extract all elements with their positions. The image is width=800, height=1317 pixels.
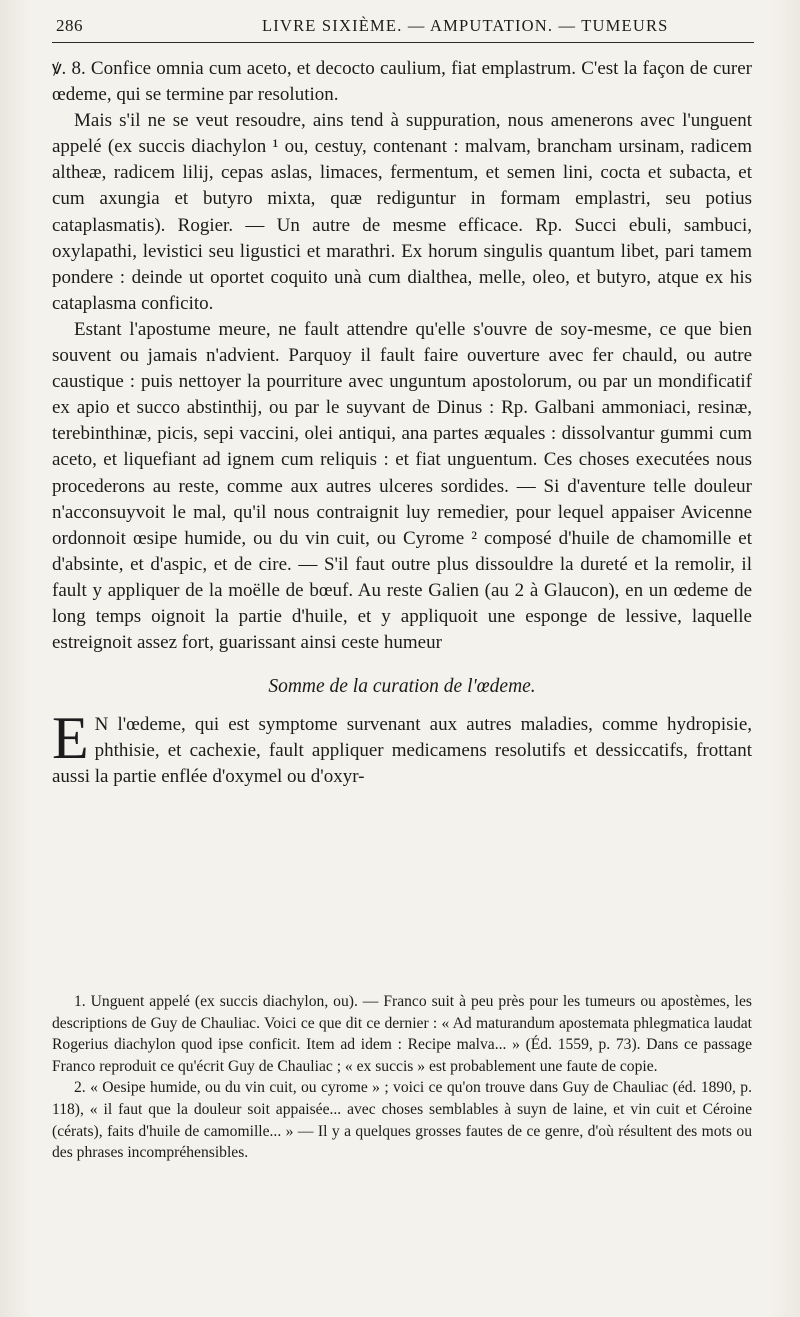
paragraph-4 (52, 705, 752, 790)
body-text (52, 56, 752, 791)
running-head: LIVRE SIXIÈME. — AMPUTATION. — TUMEURS (262, 16, 669, 35)
header-rule (52, 42, 754, 43)
paragraph-3: Estant l'apostume meure, ne fault attendre qu'elle s'ouvre de soy-mesme, ce que bien souvent ou jamais n'advient. Parquoy il fault faire ouverture avec fer chauld, ou autre caustique : puis nettoyer la pourriture avec unguntum apostolorum, ou par un mondificatif ex apio et succo abstinthij, ou par le suyvant de Dinus : Rp. Galbani ammoniaci, resinæ, terebinthinæ, picis, sepi vaccini, olei antiqui, ana partes æquales : dissolvantur gummi cum aceto, et liquefiant ad ignem cum reliquis : et fiat unguentum. Ces choses executées nous procederons au reste, comme aux autres ulceres sordides. — Si d'aventure telle douleur n'acconsuyvoit le mal, qu'il nous contraignit luy remedier, pour lequel appaiser Avicenne ordonnoit œsipe humide, ou du vin cuit, ou Cyrome ² composé d'huile de chamomille et d'absinte, et d'aspic, et de cire. — S'il faut outre plus dissouldre la dureté et la remolir, il fault y appliquer de la moëlle de bœuf. Au reste Galien (au 2 à Glaucon), en un œdeme de long temps oignoit la partie d'huile, et y appliquoit une esponge de lessive, laquelle estreignoit assez fort, guarissant ainsi ceste humeur (52, 318, 752, 654)
footnotes (52, 991, 752, 1164)
footnote-1: 1. Unguent appelé (ex succis diachylon, ou). — Franco suit à peu près pour les tumeurs ou apostèmes, les descriptions de Guy de Chauliac. Voici ce que dit ce dernier : « Ad maturandum apostemata phlegmatica laudat Rogerius diachylon quod ipse conficit. Item ad idem : Recipe malva... » (Éd. 1559, p. 73). Dans ce passage Franco reproduit ce qu'écrit Guy de Chauliac ; « ex succis » est probablement une faute de copie. (52, 993, 752, 1075)
section-heading: Somme de la curation de l'œdeme. (268, 676, 536, 698)
drop-cap: E (52, 705, 89, 772)
paragraph-4-text: N l'œdeme, qui est symptome survenant aux autres maladies, comme hydropisie, phthisie, et cachexie, fault appliquer medicamens resolutifs et dessiccatifs, frottant aussi la partie enflée d'oxymel ou d'oxyr- (52, 714, 752, 788)
paragraph-2: Mais s'il ne se veut resoudre, ains tend à suppuration, nous amenerons avec l'unguent appelé (ex succis diachylon ¹ ou, cestuy, contenant : malvam, brancham ursinam, radicem altheæ, radicem lilij, cepas aslas, limaces, fermentum, et semen lini, cocta et subacta, et cum axungia et butyro mixta, quæ rediguntur in formam emplastri, seu potius cataplasmatis). Rogier. — Un autre de mesme efficace. Rp. Succi ebuli, sambuci, oxylapathi, levistici seu ligustici et marathri. Ex horum singulis quantum libet, pari tamem pondere : deinde ut oportet coquito unà cum dialthea, melle, oleo, et butyro, atque ex his cataplasma conficito. (52, 110, 752, 314)
footnote-2: 2. « Oesipe humide, ou du vin cuit, ou cyrome » ; voici ce qu'on trouve dans Guy de Chauliac (éd. 1890, p. 118), « il faut que la douleur soit appaisée... avec choses semblables à suyn de laine, et vin cuit et Céroine (cérats), faits d'huile de camomille... » — Il y a quelques grosses fautes de ce genre, d'où résultent des mots ou des phrases incompréhensibles. (52, 1079, 752, 1162)
paragraph-1: ꝟ. 8. Confice omnia cum aceto, et decocto caulium, fiat emplastrum. C'est la façon de curer œdeme, qui se termine par resolution. (52, 58, 752, 106)
page-header (52, 14, 752, 42)
page-number: 286 (56, 16, 83, 35)
